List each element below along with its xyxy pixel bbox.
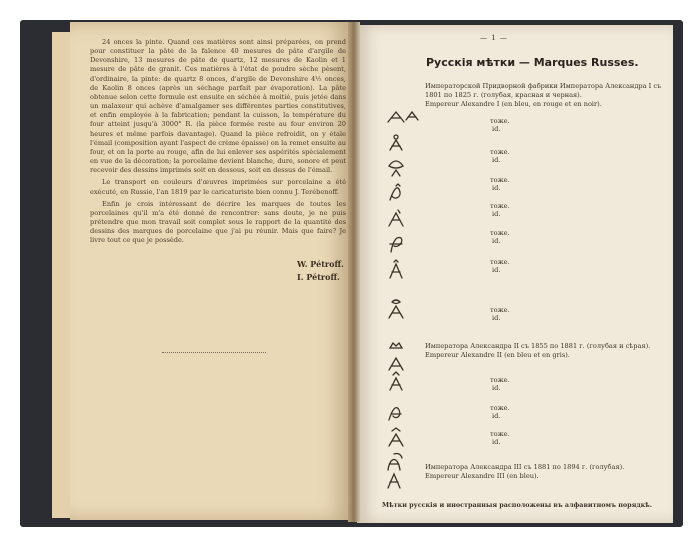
- mark-crowned-a-icon: [389, 300, 403, 318]
- mark-script-a-icon: [390, 260, 402, 278]
- divider: [162, 352, 266, 354]
- mark-script-a-icon: [390, 184, 400, 200]
- page-footer: Мѣтки русскія и иностранныя расположены въ алфавитномъ порядкѣ.: [382, 501, 652, 509]
- repeat-fr: id.: [492, 438, 501, 446]
- entry-ru: Императорской Придворной фабрики Императора Александра I съ 1801 по 1825 г. (голубая, красная и черная).: [425, 82, 662, 99]
- entry-ru: Императора Александра III съ 1881 по 1894 г. (голубая).: [425, 463, 625, 471]
- paragraph: Enfin je crois intéressant de décrire les marques de toutes les porcelaines qu'il m'a été donné de rencontrer: sans doute, je ne puis prétendre que mon travail soit complet sous le rapport de la quantité des dessins des marques de porcelaine que j'ai pu réunir. Mais que faire? Je livre tout ce que je possède.: [90, 199, 346, 245]
- repeat-fr: id.: [492, 237, 501, 245]
- repeat-fr: id.: [492, 210, 501, 218]
- mark-script-a-icon: [388, 474, 400, 488]
- repeat-ru: тоже.: [490, 176, 510, 184]
- mark-crowned-a-icon: [389, 428, 403, 446]
- repeat-ru: тоже.: [490, 376, 510, 384]
- mark-crowned-a-icon: [390, 372, 402, 390]
- page-title: Русскія мѣтки — Marques Russes.: [426, 56, 639, 69]
- repeat-fr: id.: [492, 266, 501, 274]
- mark-script-a-icon: [388, 454, 402, 471]
- page-number: — 1 —: [480, 34, 508, 42]
- section-entry: [425, 82, 670, 109]
- signature: I. Pétroff.: [297, 272, 340, 282]
- repeat-ru: тоже.: [490, 258, 510, 266]
- repeat-fr: id.: [492, 314, 501, 322]
- repeat-fr: id.: [492, 156, 501, 164]
- repeat-ru: тоже.: [490, 117, 510, 125]
- entry-fr: Empereur Alexandre II (en bleu et en gris).: [425, 351, 570, 359]
- repeat-ru: тоже.: [490, 229, 510, 237]
- mark-crown-icon: [390, 343, 402, 348]
- repeat-ru: тоже.: [490, 430, 510, 438]
- mark-script-a-icon: [390, 238, 402, 252]
- left-page-text: [90, 38, 346, 245]
- repeat-ru: тоже.: [490, 148, 510, 156]
- paragraph: Le transport en couleurs d'œuvres imprimées sur porcelaine a été exécuté, en Russie, l'an 1819 par le caricaturiste bien connu J. Terébenoff.: [90, 178, 346, 196]
- porcelain-marks: [380, 110, 420, 490]
- entry-ru: Императора Александра II съ 1855 по 1881 г. (голубая и сѣрая).: [425, 342, 651, 350]
- entry-fr: Empereur Alexandre I (en bleu, en rouge et en noir).: [425, 100, 602, 108]
- signature: W. Pétroff.: [297, 259, 344, 269]
- mark-crowned-a-icon: [388, 112, 418, 122]
- repeat-ru: тоже.: [490, 404, 510, 412]
- book-gutter: [348, 22, 360, 522]
- repeat-fr: id.: [492, 184, 501, 192]
- mark-script-a-icon: [389, 358, 403, 370]
- mark-script-a-icon: [389, 408, 401, 420]
- repeat-ru: тоже.: [490, 306, 510, 314]
- mark-crowned-a-icon: [390, 135, 402, 150]
- repeat-fr: id.: [492, 384, 501, 392]
- mark-crown-icon: [389, 161, 403, 176]
- section-entry: [425, 342, 670, 360]
- section-entry: [425, 463, 670, 481]
- paragraph: 24 onces la pinte. Quand ces matières sont ainsi préparées, on prend pour constituer la pâte de la faïence 40 mesures de pâte d'argile de Devonshire, 13 mesures de pâte de quartz, 12 mesures de Kaolin et 1 mesure de pâte de granit. Ces matières à l'état de poudre sèche pèsent, d'ordinaire, la pinte: de quartz 8 onces, d'argile de Devonshire 4½ onces, de Kaolin 8 onces (après un séchage parfait par évaporation). La pâte obtenue selon cette formule est ensuite en séchée à moitié, puis jetée dans un malaxeur qui achève d'amalgamer ses différentes parties constitutives, et enfin employée à la fabrication; pendant la cuisson, la température du four atteint jusqu'à 3000° R. (la pièce formée reste au four environ 20 heures et même parfois davantage). Quand la pièce refroidit, on y étale l'émail (composition ayant l'aspect de crème épaisse) on la remet ensuite au four, et on la porte au rouge, afin de lui enlever ses aspérités spécialement en vue de la décoration; la porcelaine devient blanche, dure, sonore et peut recevoir des dessins imprimés soit en dessous, soit en dessus de l'émail.: [90, 38, 346, 175]
- mark-script-a-icon: [389, 210, 403, 226]
- repeat-ru: тоже.: [490, 202, 510, 210]
- repeat-fr: id.: [492, 125, 501, 133]
- repeat-fr: id.: [492, 412, 501, 420]
- entry-fr: Empereur Alexandre III (en bleu).: [425, 472, 539, 480]
